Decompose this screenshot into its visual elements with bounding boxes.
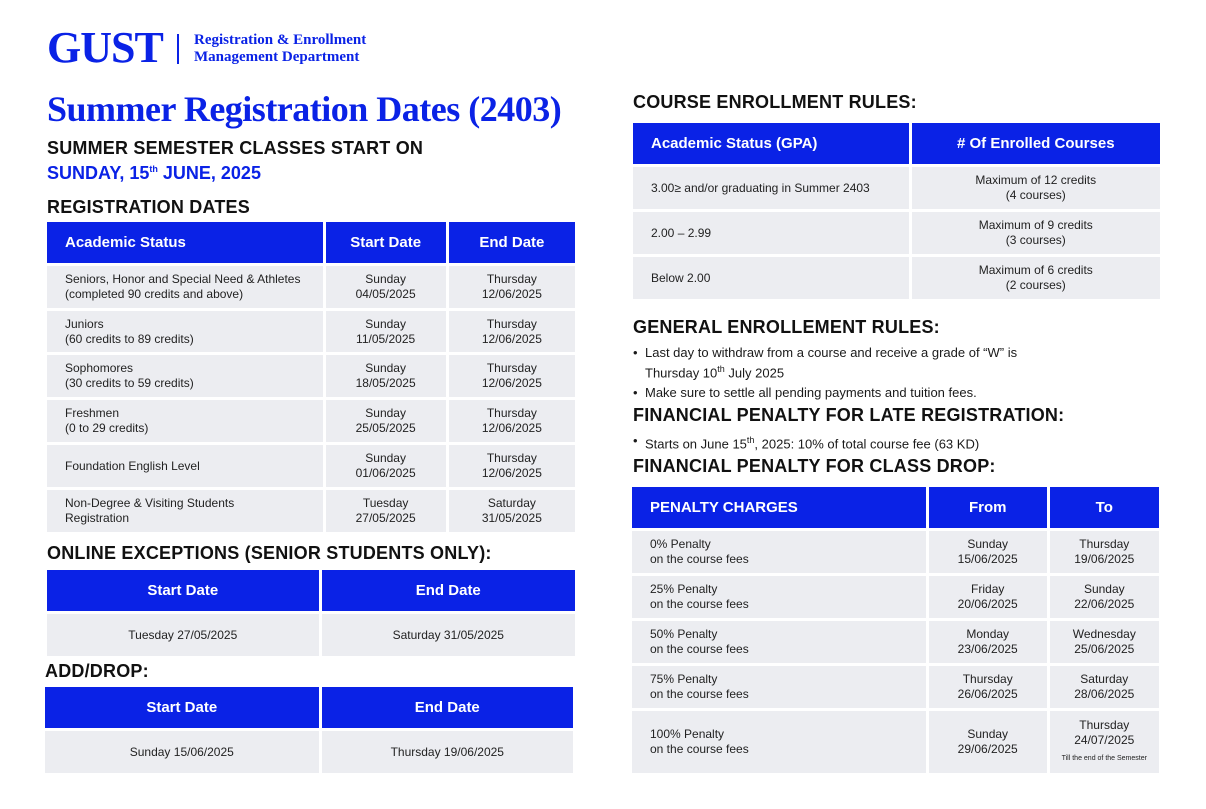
online-exceptions-table	[44, 567, 578, 659]
table-row	[47, 311, 575, 352]
gpa-cell: Below 2.00	[633, 257, 909, 299]
list-item: • Last day to withdraw from a course and receive a grade of “W” is Thursday 10th July 2025	[633, 344, 1173, 381]
late-penalty-heading: FINANCIAL PENALTY FOR LATE REGISTRATION:	[633, 405, 1065, 425]
status-cell: Seniors, Honor and Special Need & Athletes (completed 90 credits and above)	[47, 266, 323, 308]
to-cell: Sunday 22/06/2025	[1050, 576, 1159, 618]
drop-penalty-heading: FINANCIAL PENALTY FOR CLASS DROP:	[633, 456, 996, 476]
gpa-cell: 2.00 – 2.99	[633, 212, 909, 254]
status-cell: Foundation English Level	[47, 445, 323, 487]
course-rules-table	[630, 120, 1163, 302]
col-end-date: End Date	[322, 687, 573, 728]
status-cell: Juniors (60 credits to 89 credits)	[47, 311, 323, 352]
limit-cell: Maximum of 12 credits (4 courses)	[912, 167, 1160, 209]
page-title: Summer Registration Dates (2403)	[47, 89, 562, 129]
list-item: • Starts on June 15th, 2025: 10% of total course fee (63 KD)	[633, 432, 1173, 452]
charge-cell: 50% Penalty on the course fees	[632, 621, 926, 663]
table-row	[47, 400, 575, 442]
department-line-2: Management Department	[194, 49, 360, 65]
table-row	[47, 614, 575, 656]
to-cell: Thursday 24/07/2025 Till the end of the Semester	[1050, 711, 1159, 773]
table-row	[632, 621, 1159, 663]
registration-heading: REGISTRATION DATES	[47, 197, 250, 217]
general-rules-list	[633, 344, 1173, 404]
to-cell: Saturday 28/06/2025	[1050, 666, 1159, 708]
add-drop-table	[42, 684, 576, 776]
to-cell: Wednesday 25/06/2025	[1050, 621, 1159, 663]
status-cell: Non-Degree & Visiting Students Registration	[47, 490, 323, 532]
table-row	[633, 212, 1160, 254]
table-row	[47, 355, 575, 397]
table-row	[633, 257, 1160, 299]
to-cell: Thursday 19/06/2025	[1050, 531, 1159, 573]
table-row	[632, 531, 1159, 573]
end-cell: Thursday 12/06/2025	[449, 266, 575, 308]
registration-table	[44, 219, 578, 535]
general-rules-heading: GENERAL ENROLLEMENT RULES:	[633, 317, 940, 337]
end-cell: Saturday 31/05/2025	[449, 490, 575, 532]
online-exceptions-heading: ONLINE EXCEPTIONS (SENIOR STUDENTS ONLY):	[47, 543, 492, 563]
col-start-date: Start Date	[45, 687, 319, 728]
from-cell: Sunday 29/06/2025	[929, 711, 1047, 773]
semester-end-note: Till the end of the Semester	[1061, 755, 1147, 762]
from-cell: Thursday 26/06/2025	[929, 666, 1047, 708]
charge-cell: 0% Penalty on the course fees	[632, 531, 926, 573]
col-to: To	[1050, 487, 1159, 528]
charge-cell: 100% Penalty on the course fees	[632, 711, 926, 773]
start-cell: Tuesday 27/05/2025	[47, 614, 319, 656]
logo-divider	[177, 34, 179, 64]
from-cell: Sunday 15/06/2025	[929, 531, 1047, 573]
col-start-date: Start Date	[47, 570, 319, 611]
table-header-row	[47, 222, 575, 263]
table-row	[47, 490, 575, 532]
table-row	[47, 266, 575, 308]
col-enrolled-courses: # Of Enrolled Courses	[912, 123, 1160, 164]
add-drop-heading: ADD/DROP:	[45, 661, 149, 681]
charge-cell: 75% Penalty on the course fees	[632, 666, 926, 708]
table-row	[45, 731, 573, 773]
start-cell: Sunday 25/05/2025	[326, 400, 446, 442]
charge-cell: 25% Penalty on the course fees	[632, 576, 926, 618]
start-cell: Sunday 11/05/2025	[326, 311, 446, 352]
department-name	[194, 32, 366, 66]
start-cell: Sunday 04/05/2025	[326, 266, 446, 308]
start-cell: Sunday 15/06/2025	[45, 731, 319, 773]
end-cell: Thursday 12/06/2025	[449, 311, 575, 352]
department-line-1: Registration & Enrollment	[194, 32, 367, 48]
semester-start-date: SUNDAY, 15th JUNE, 2025	[47, 163, 261, 183]
from-cell: Friday 20/06/2025	[929, 576, 1047, 618]
list-item: • Make sure to settle all pending payments and tuition fees.	[633, 384, 1173, 401]
table-row	[47, 445, 575, 487]
col-end-date: End Date	[449, 222, 575, 263]
col-from: From	[929, 487, 1047, 528]
table-row	[632, 666, 1159, 708]
limit-cell: Maximum of 9 credits (3 courses)	[912, 212, 1160, 254]
col-end-date: End Date	[322, 570, 575, 611]
course-rules-heading: COURSE ENROLLMENT RULES:	[633, 92, 917, 112]
end-cell: Thursday 19/06/2025	[322, 731, 573, 773]
semester-start-heading: SUMMER SEMESTER CLASSES START ON	[47, 138, 424, 158]
col-start-date: Start Date	[326, 222, 446, 263]
col-penalty-charges: PENALTY CHARGES	[632, 487, 926, 528]
start-cell: Tuesday 27/05/2025	[326, 490, 446, 532]
status-cell: Sophomores (30 credits to 59 credits)	[47, 355, 323, 397]
table-row	[633, 167, 1160, 209]
status-cell: Freshmen (0 to 29 credits)	[47, 400, 323, 442]
table-row	[632, 576, 1159, 618]
start-cell: Sunday 18/05/2025	[326, 355, 446, 397]
gpa-cell: 3.00≥ and/or graduating in Summer 2403	[633, 167, 909, 209]
table-row	[632, 711, 1159, 773]
start-cell: Sunday 01/06/2025	[326, 445, 446, 487]
drop-penalty-table	[629, 484, 1162, 776]
col-academic-status-gpa: Academic Status (GPA)	[633, 123, 909, 164]
end-cell: Thursday 12/06/2025	[449, 355, 575, 397]
col-academic-status: Academic Status	[47, 222, 323, 263]
late-penalty-list	[633, 432, 1173, 455]
from-cell: Monday 23/06/2025	[929, 621, 1047, 663]
gust-logo: GUST	[47, 23, 163, 72]
end-cell: Thursday 12/06/2025	[449, 400, 575, 442]
limit-cell: Maximum of 6 credits (2 courses)	[912, 257, 1160, 299]
end-cell: Thursday 12/06/2025	[449, 445, 575, 487]
end-cell: Saturday 31/05/2025	[322, 614, 575, 656]
